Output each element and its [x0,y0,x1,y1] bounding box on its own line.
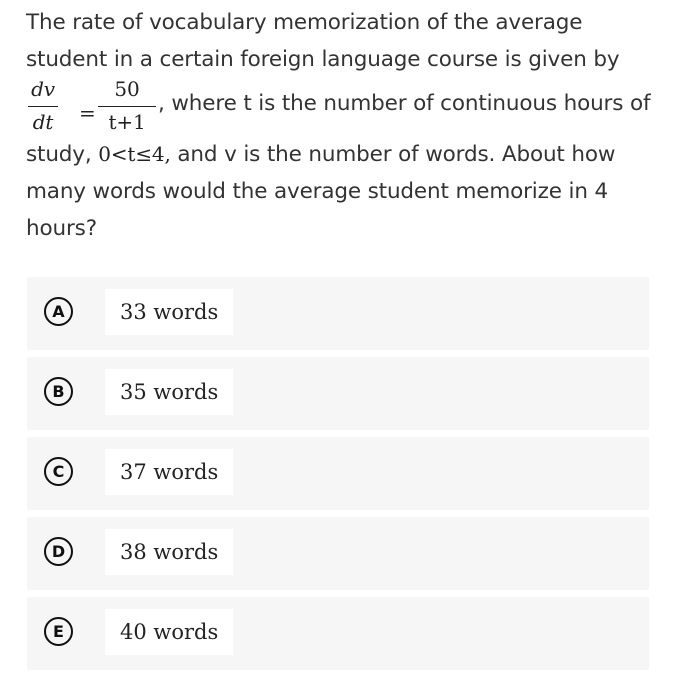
choice-d-letter-badge: D [44,537,73,566]
choice-a-letter-badge: A [44,297,73,326]
choice-e-letter-badge: E [44,617,73,646]
choice-d[interactable] [27,517,649,590]
choice-d-text: 38 words [120,540,219,564]
question-line-1: The rate of vocabulary memorization of the average [26,10,583,35]
fraction-50-numerator: 50 [114,77,140,101]
fraction-dv-numerator: dv [31,77,55,101]
equals-sign: = [79,101,96,125]
equation-description: , where t is the number of continuous hours of [158,91,651,116]
choice-c-text: 37 words [120,460,219,484]
choice-b-answer-box [105,369,233,415]
choice-c-answer-box [105,449,233,495]
question-text [26,4,656,247]
question-line-2: student in a certain foreign language course is given by [26,47,620,72]
question-line-6: hours? [26,216,97,241]
fraction-bar [28,106,58,107]
choice-e[interactable] [27,597,649,670]
choice-b[interactable] [27,357,649,430]
choice-a-answer-box [105,289,233,335]
choice-c[interactable] [27,437,649,510]
time-inequality: 0<t≤4, [98,142,171,166]
question-line-5: many words would the average student memorize in 4 [26,179,609,204]
choice-a-text: 33 words [120,300,219,324]
choice-b-text: 35 words [120,380,219,404]
fraction-bar [98,106,156,107]
fraction-dt-denominator: dt [32,110,54,134]
rate-equation [26,78,656,136]
choice-d-answer-box [105,529,233,575]
choice-c-letter-badge: C [44,457,73,486]
question-line-4: study, 0<t≤4, and v is the number of words. About how [26,142,616,167]
fraction-t-plus-1-denominator: t+1 [108,110,146,134]
choice-e-answer-box [105,609,233,655]
choice-a[interactable] [27,277,649,350]
choice-b-letter-badge: B [44,377,73,406]
choice-e-text: 40 words [120,620,219,644]
